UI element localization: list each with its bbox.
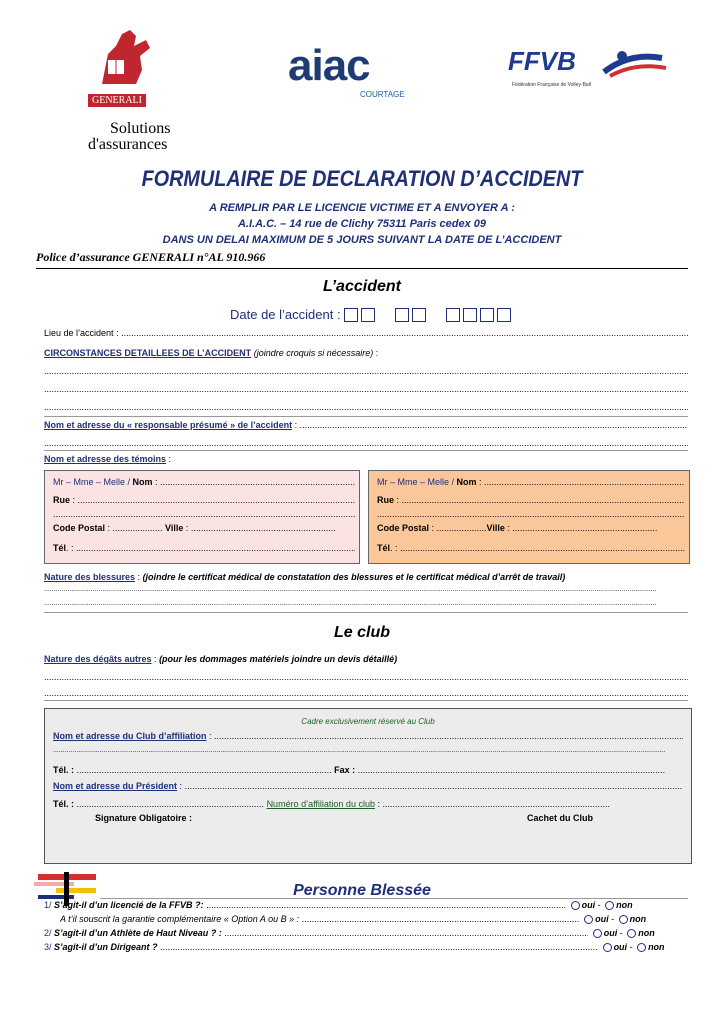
responsible-line-2[interactable] xyxy=(44,438,688,448)
q1b-no-radio[interactable] xyxy=(619,915,628,924)
circumstances-label: CIRCONSTANCES DETAILLEES DE L’ACCIDENT xyxy=(44,348,252,358)
q3-yes-radio[interactable] xyxy=(603,943,612,952)
witness-2-city[interactable]: Code Postal : ....................Ville : .......................................................... xyxy=(377,523,658,533)
instruction-line-1: A REMPLIR PAR LE LICENCIE VICTIME ET A ENVOYER A : xyxy=(209,202,515,214)
witness-1-box xyxy=(44,470,360,564)
club-affiliation-line-2[interactable] xyxy=(53,747,683,754)
ffvb-subtitle: Fédération Française de Volley-Ball xyxy=(512,82,591,88)
injuries-line-1[interactable] xyxy=(44,586,688,593)
ffvb-wordmark: FFVB xyxy=(508,46,576,76)
injuries-label-row: Nature des blessures : (joindre le certificat médical de constatation des blessures et le certificat médical d’arrêt de travail) xyxy=(44,572,566,582)
aiac-wordmark: aiac xyxy=(288,41,370,90)
witness-1-street[interactable]: Rue : ..... xyxy=(53,495,355,505)
damages-line-1[interactable] xyxy=(44,672,688,682)
ffvb-logo xyxy=(508,48,678,100)
generali-lion-icon xyxy=(94,26,154,92)
witness-1-name[interactable]: Mr – Mme – Melle / Nom : ..... xyxy=(53,477,355,487)
date-year-boxes[interactable] xyxy=(446,306,514,323)
circumstances-note: (joindre croquis si nécessaire) xyxy=(253,348,374,358)
q1b-yes-radio[interactable] xyxy=(584,915,593,924)
q3-no-radio[interactable] xyxy=(637,943,646,952)
club-reserved-title: Cadre exclusivement réservé au Club xyxy=(301,717,435,726)
form-title: FORMULAIRE DE DECLARATION D’ACCIDENT xyxy=(141,166,583,191)
section-accident-title: L’accident xyxy=(323,278,401,295)
instruction-line-2: A.I.A.C. – 14 rue de Clichy 75311 Paris cedex 09 xyxy=(237,218,487,230)
aiac-logo xyxy=(288,41,418,104)
accident-location-label: Lieu de l’accident xyxy=(44,328,114,338)
witness-1-city[interactable]: Code Postal : .................... Ville : .......................................................... xyxy=(53,523,336,533)
aiac-courtage: COURTAGE xyxy=(360,90,405,99)
police-number: Police d’assurance GENERALI n°AL 910.966 xyxy=(36,250,266,264)
date-month-boxes[interactable] xyxy=(395,306,429,323)
circumstances-line-1[interactable] xyxy=(44,366,688,376)
club-president-row[interactable]: Nom et adresse du Président : ..... xyxy=(53,781,683,791)
witness-2-phone[interactable]: Tél. : ..... xyxy=(377,543,685,553)
circumstances-line-3[interactable] xyxy=(44,402,688,412)
q1-yes-radio[interactable] xyxy=(571,901,580,910)
responsible-row[interactable]: Nom et adresse du « responsable présumé » de l’accident : ..... xyxy=(44,420,688,430)
damages-note: (pour les dommages matériels joindre un devis détaillé) xyxy=(159,654,398,664)
q1-label: S’agit-il d’un licencié de la FFVB ?: xyxy=(54,900,204,910)
generali-assurances: d'assurances xyxy=(88,136,168,153)
q1b-row: A t’il souscrit la garantie complémentaire « Option A ou B » : ..... oui - non xyxy=(60,914,688,924)
q2-label: S’agit-il d’un Athlète de Haut Niveau ? : xyxy=(54,928,222,938)
club-phone-fax-row[interactable]: Tél. : ...................................................................................................... Fax : ........................................................................................................................... xyxy=(53,765,666,775)
generali-wordmark: GENERALI xyxy=(88,94,146,107)
date-day-boxes[interactable] xyxy=(344,306,378,323)
damages-label: Nature des dégâts autres xyxy=(44,654,152,664)
club-stamp-label: Cachet du Club xyxy=(527,813,594,823)
injuries-line-2[interactable] xyxy=(44,600,688,607)
club-signature-label: Signature Obligatoire : xyxy=(95,813,193,823)
q2-no-radio[interactable] xyxy=(627,929,636,938)
divider-1 xyxy=(44,416,688,417)
injuries-note: (joindre le certificat médical de constatation des blessures et le certificat médical d’arrêt de travail) xyxy=(142,572,566,582)
generali-solutions: Solutions xyxy=(110,120,171,137)
q2-row: 2/ S’agit-il d’un Athlète de Haut Niveau ? : ..... oui - non xyxy=(44,928,688,938)
q1-no-radio[interactable] xyxy=(605,901,614,910)
witness-2-street-2[interactable] xyxy=(377,509,685,519)
accident-location-row[interactable]: Lieu de l’accident : ..... xyxy=(44,328,688,338)
divider-4 xyxy=(44,700,688,701)
divider-2 xyxy=(44,450,688,451)
circumstances-label-row: CIRCONSTANCES DETAILLEES DE L’ACCIDENT (joindre croquis si nécessaire) : xyxy=(44,348,379,358)
witness-2-name[interactable]: Mr – Mme – Melle / Nom : ..... xyxy=(377,477,685,487)
instruction-line-3: DANS UN DELAI MAXIMUM DE 5 JOURS SUIVANT LA DATE DE L’ACCIDENT xyxy=(162,234,562,246)
q3-label: S’agit-il d’un Dirigeant ? xyxy=(54,942,158,952)
club-reserved-box xyxy=(44,708,692,864)
witness-2-box xyxy=(368,470,690,564)
section-injured-title: Personne Blessée xyxy=(293,882,431,899)
witness-1-phone[interactable]: Tél. : ..... xyxy=(53,543,355,553)
q1-row: 1/ S’agit-il d’un licencié de la FFVB ?: ..... oui - non xyxy=(44,900,688,910)
header-divider xyxy=(36,268,688,269)
witness-2-street[interactable]: Rue : ..... xyxy=(377,495,685,505)
damages-line-2[interactable] xyxy=(44,688,688,698)
injuries-label: Nature des blessures xyxy=(44,572,136,582)
accident-date-label: Date de l’accident xyxy=(230,307,334,322)
circumstances-line-2[interactable] xyxy=(44,384,688,394)
divider-3 xyxy=(44,612,688,613)
generali-logo xyxy=(88,26,178,153)
witness-1-street-2[interactable] xyxy=(53,509,355,519)
q2-yes-radio[interactable] xyxy=(593,929,602,938)
club-phone-affil-row[interactable]: Tél. : ........................................................................... Numéro d’affiliation du club : ........................................................................................... xyxy=(53,799,611,809)
divider-5 xyxy=(100,898,688,899)
damages-label-row: Nature des dégâts autres : (pour les dommages matériels joindre un devis détaillé) xyxy=(44,654,398,664)
witnesses-label: Nom et adresse des témoins xyxy=(44,454,167,464)
accident-date-row: Date de l’accident : xyxy=(230,306,514,324)
q1b-label: A t’il souscrit la garantie complémentaire « Option A ou B » : xyxy=(60,914,300,924)
section-club-title: Le club xyxy=(333,624,390,641)
volleyball-player-icon xyxy=(600,48,670,78)
responsible-label: Nom et adresse du « responsable présumé » de l’accident xyxy=(44,420,293,430)
q3-row: 3/ S’agit-il d’un Dirigeant ? ..... oui - non xyxy=(44,942,688,952)
witnesses-label-row: Nom et adresse des témoins : xyxy=(44,454,172,464)
club-affiliation-row[interactable]: Nom et adresse du Club d’affiliation : ..... xyxy=(53,731,683,741)
